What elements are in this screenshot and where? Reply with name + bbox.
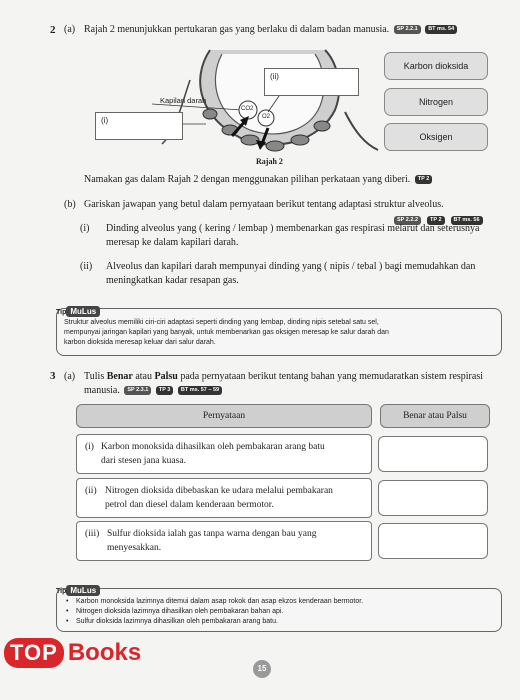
question-3-number: 3 xyxy=(50,370,56,382)
watermark-books: Books xyxy=(67,639,142,666)
q2b-tag-sp: SP 2.2.2 xyxy=(394,216,421,225)
diagram-caption: Rajah 2 xyxy=(256,157,283,166)
q3a-pre: Tulis xyxy=(84,371,107,382)
tip-mulus-text-1 xyxy=(64,318,500,348)
q3a-line2 xyxy=(84,384,222,398)
tip2-bullet-3: • Sulfur dioksida lazimnya dihasilkan oleh pembakaran arang batu. xyxy=(66,617,496,627)
q2a-text xyxy=(84,23,457,37)
mulus-word-2: MuLus xyxy=(66,585,100,596)
page-number: 15 xyxy=(253,660,271,678)
tip1-line-2: mempunyai jaringan kapilari yang banyak, untuk membenarkan gas oksigen meresap ke salur darah dan xyxy=(64,329,389,336)
row-i-label: (i) xyxy=(85,442,94,452)
table-row-iii xyxy=(76,521,372,561)
table-row-i xyxy=(76,434,372,474)
table-row-ii xyxy=(76,478,372,518)
answer-input-iii[interactable] xyxy=(378,523,488,559)
q3a-label: (a) xyxy=(64,371,76,382)
row-i-line2: dari stesen jana kuasa. xyxy=(101,456,186,466)
q3a-palsu: Palsu xyxy=(154,371,178,382)
answer-input-ii[interactable] xyxy=(378,480,488,516)
tip-word-2: Tip xyxy=(56,588,67,595)
q3a-atau: atau xyxy=(132,371,155,382)
mulus-word-1: MuLus xyxy=(66,306,100,317)
q2b-text: Gariskan jawapan yang betul dalam pernyataan berikut tentang adaptasi struktur alveolus. xyxy=(84,199,444,210)
q2b-item-i-line1[interactable]: Dinding alveolus yang ( kering / lembap ) membenarkan gas respirasi melarut dan seterusnya xyxy=(106,223,480,234)
row-ii-line2: petrol dan diesel dalam kenderaan bermotor. xyxy=(105,500,274,510)
capillary-label: Kapilari darah xyxy=(160,96,207,105)
topbooks-watermark xyxy=(4,638,141,668)
answer-box-i[interactable] xyxy=(95,112,183,140)
answer-box-ii-label: (ii) xyxy=(270,72,279,81)
question-2-number: 2 xyxy=(50,24,56,36)
q2-instruction-text: Namakan gas dalam Rajah 2 dengan menggunakan pilihan perkataan yang diberi. xyxy=(84,174,411,185)
q2a-tag-sp: SP 2.2.1 xyxy=(394,25,421,34)
q2b-label: (b) xyxy=(64,199,76,210)
tip-word-1: Tip xyxy=(56,309,67,316)
o2-label: O2 xyxy=(262,114,271,120)
q3a-tag-sp: SP 2.3.1 xyxy=(124,386,151,395)
option-nitrogen: Nitrogen xyxy=(384,88,488,116)
option-karbon-dioksida: Karbon dioksida xyxy=(384,52,488,80)
table-header-statement: Pernyataan xyxy=(76,404,372,428)
tip1-line-1: Struktur alveolus memiliki ciri-ciri adaptasi seperti dinding yang lembap, dinding nipis setebal satu sel, xyxy=(64,319,379,326)
q2b-tag-tp: TP 2 xyxy=(427,216,445,225)
row-iii-line1: Sulfur dioksida ialah gas tanpa warna dengan bau yang xyxy=(107,529,317,539)
q2b-item-ii-line2: meningkatkan kadar resapan gas. xyxy=(106,275,239,286)
q3a-tag-tp: TP 3 xyxy=(156,386,174,395)
q3a-line1 xyxy=(84,370,483,384)
q2-instruction-tag: TP 2 xyxy=(415,175,433,184)
answer-input-i[interactable] xyxy=(378,436,488,472)
tip-mulus-badge-2 xyxy=(56,580,100,598)
answer-box-ii[interactable] xyxy=(264,68,359,96)
option-oksigen: Oksigen xyxy=(384,123,488,151)
q2b-item-i-line2: meresap ke dalam kapilari darah. xyxy=(106,237,239,248)
q3a-post: pada pernyataan berikut tentang bahan yang memudaratkan sistem respirasi xyxy=(177,371,483,382)
q2b-item-i-label: (i) xyxy=(80,223,90,234)
q2b-item-i xyxy=(80,222,500,250)
tip1-line-3: karbon dioksida meresap keluar dari salur darah. xyxy=(64,339,216,346)
q2b-item-ii xyxy=(80,260,500,288)
tip2-bullet-1: • Karbon monoksida lazimnya ditemui dalam asap rokok dan asap ekzos kenderaan bermotor. xyxy=(66,597,496,607)
row-iii-label: (iii) xyxy=(85,529,100,539)
tip-mulus-text-2 xyxy=(66,597,496,627)
tip2-bullet-2: • Nitrogen dioksida lazimnya dihasilkan oleh pembakaran bahan api. xyxy=(66,607,496,617)
answer-box-i-label: (i) xyxy=(101,116,109,125)
watermark-top: TOP xyxy=(4,638,64,668)
q3a-tag-bt: BT ms. 57 – 59 xyxy=(178,386,222,395)
row-ii-line1: Nitrogen dioksida dibebaskan ke udara melalui pembakaran xyxy=(105,486,333,496)
q3a-benar: Benar xyxy=(106,371,133,382)
row-i-line1: Karbon monoksida dihasilkan oleh pembakaran arang batu xyxy=(101,442,325,452)
row-ii-label: (ii) xyxy=(85,486,97,496)
q2a-label: (a) xyxy=(64,24,76,35)
q2b-tag-bt: BT ms. 56 xyxy=(451,216,483,225)
q3a-line2-text: manusia. xyxy=(84,385,120,396)
table-header-answer: Benar atau Palsu xyxy=(380,404,490,428)
row-iii-line2: menyesakkan. xyxy=(107,543,162,553)
q2a-tag-bt: BT ms. 54 xyxy=(425,25,457,34)
q2-instruction xyxy=(84,173,432,187)
co2-label: CO2 xyxy=(241,106,254,112)
q2a-statement: Rajah 2 menunjukkan pertukaran gas yang berlaku di dalam badan manusia. xyxy=(84,24,390,35)
tip-mulus-badge-1 xyxy=(56,301,100,319)
q2b-item-ii-line1[interactable]: Alveolus dan kapilari darah mempunyai dinding yang ( nipis / tebal ) bagi memudahkan dan xyxy=(106,261,476,272)
q2b-item-ii-label: (ii) xyxy=(80,261,93,272)
